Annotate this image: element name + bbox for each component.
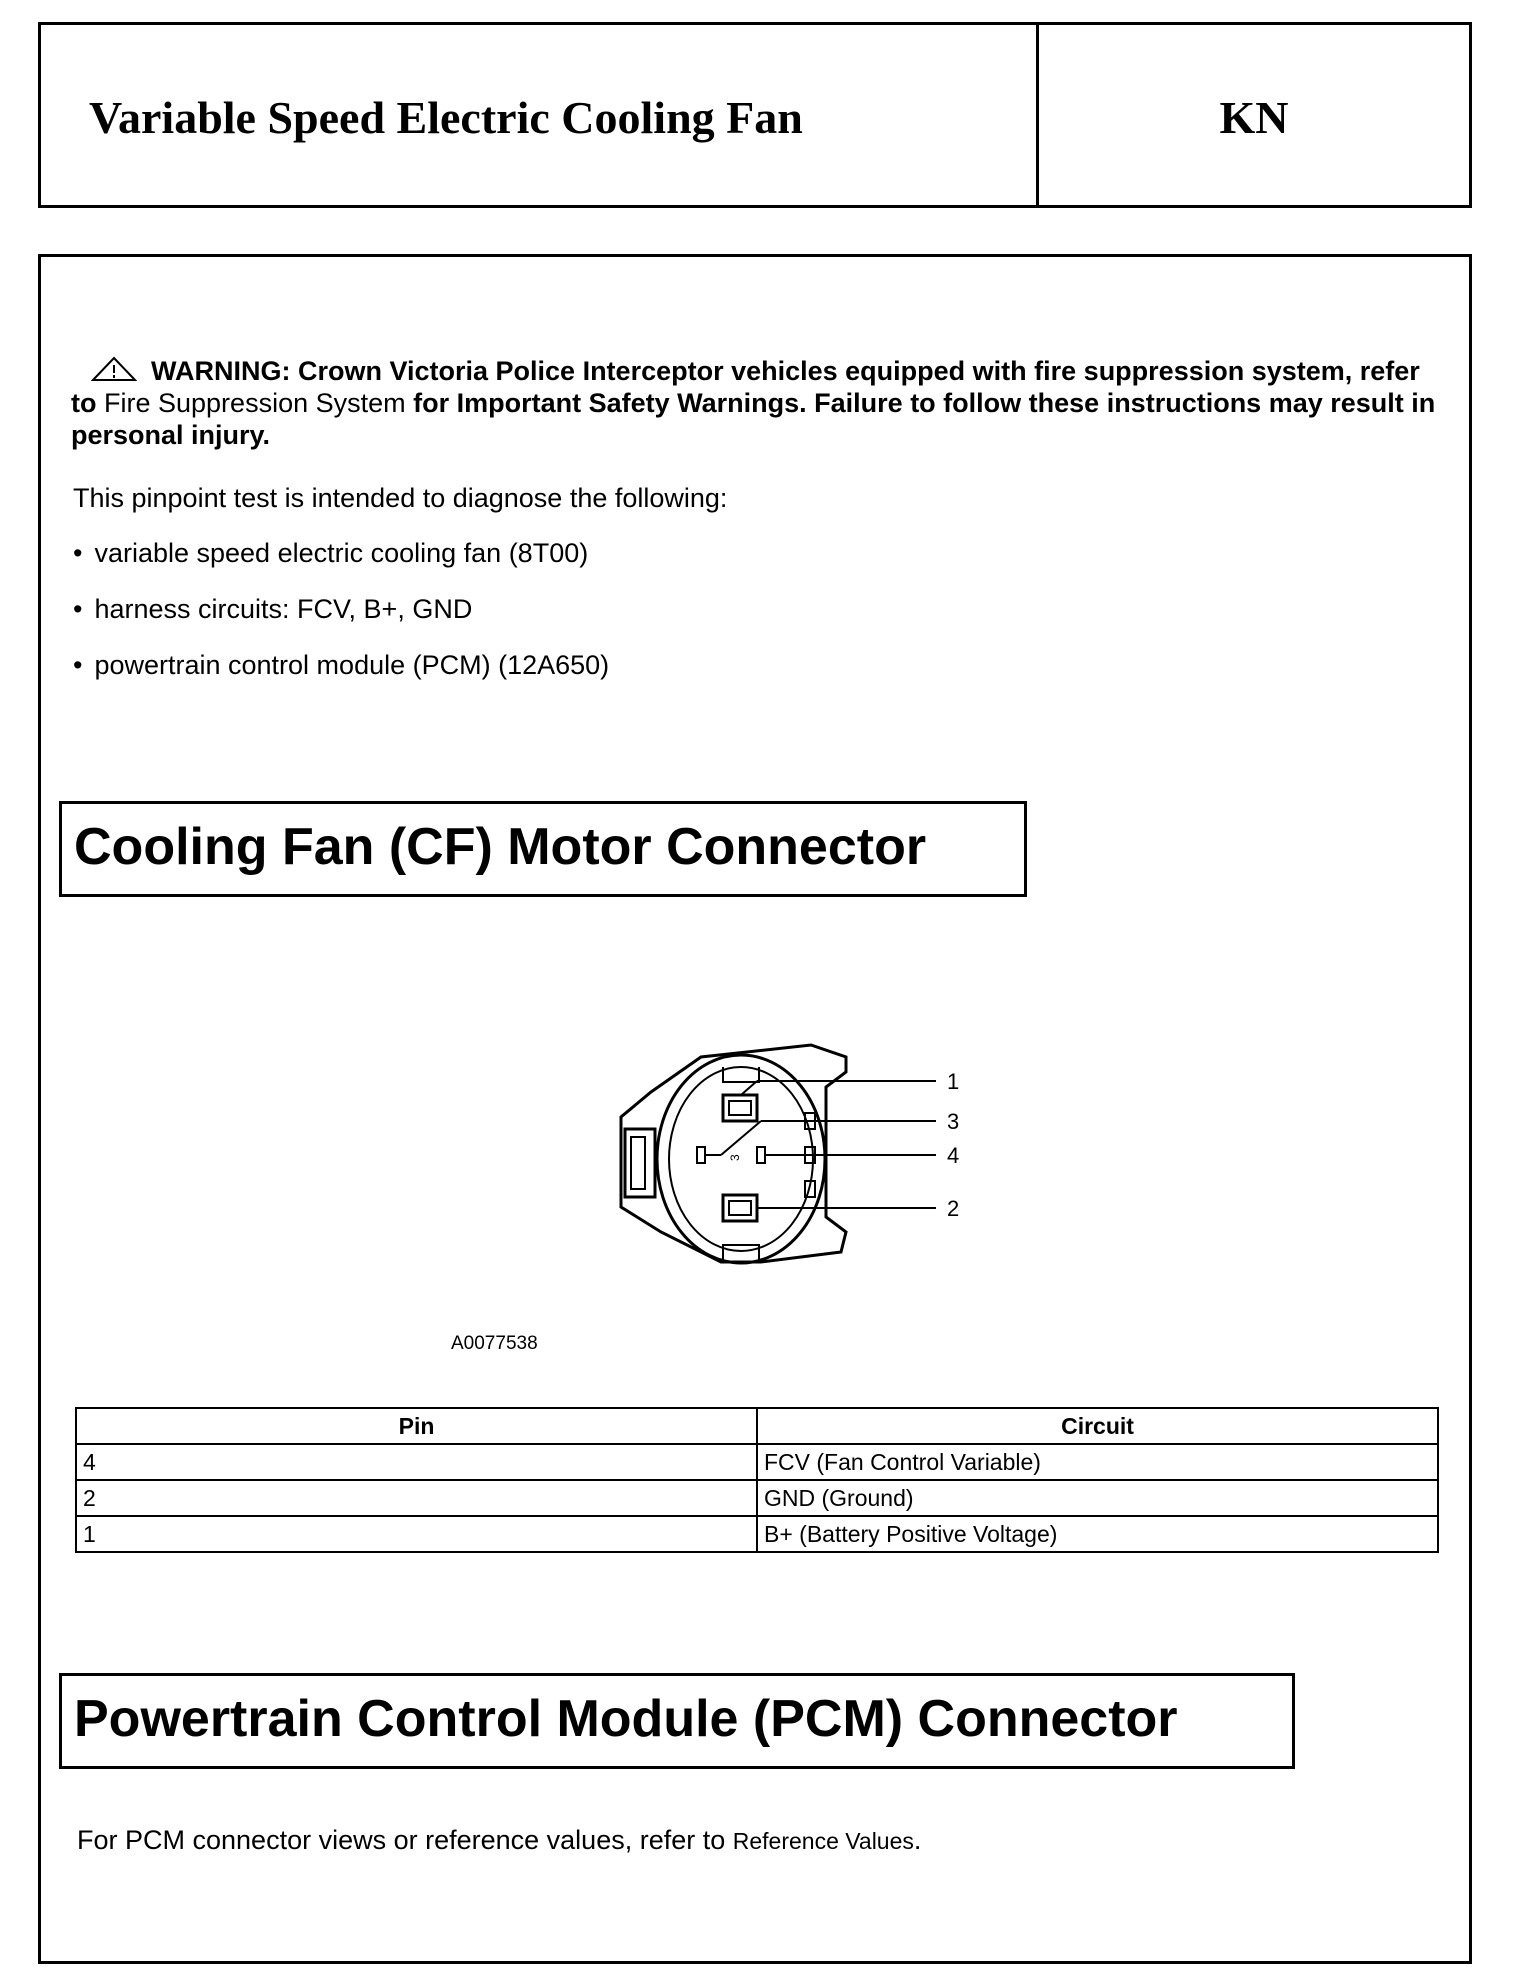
diagnosis-list: [73, 537, 609, 705]
figure-id: A0077538: [451, 1333, 538, 1354]
pin-3: [697, 1147, 705, 1163]
warning-triangle-icon: [91, 356, 137, 382]
pin-cell: 1: [76, 1516, 757, 1552]
callout-pin-4: 4: [947, 1143, 960, 1168]
warning-text-start: WARNING: Crown Victoria Police Interceptor vehicles equipped with fire suppression system, refer to: [71, 356, 1420, 418]
table-row: [76, 1516, 1438, 1552]
svg-text:3: 3: [728, 1154, 742, 1161]
warning-text-end: for Important Safety Warnings. Failure to follow these instructions may result in personal injury.: [71, 388, 1436, 450]
callout-pin-3: 3: [947, 1109, 960, 1134]
callout-pin-1: 1: [947, 1069, 960, 1094]
list-item: • variable speed electric cooling fan (8T00): [73, 537, 609, 593]
table-row: [76, 1444, 1438, 1480]
table-row: [76, 1480, 1438, 1516]
list-item: • harness circuits: FCV, B+, GND: [73, 593, 609, 649]
pcm-connector-heading: Powertrain Control Module (PCM) Connector: [59, 1673, 1295, 1769]
pin-cell: 2: [76, 1480, 757, 1516]
fire-suppression-link[interactable]: Fire Suppression System: [104, 388, 406, 418]
pcm-text-end: .: [913, 1825, 922, 1855]
circuit-cell: B+ (Battery Positive Voltage): [757, 1516, 1438, 1552]
reference-values-link[interactable]: Reference Values: [732, 1828, 914, 1854]
page-title: Variable Speed Electric Cooling Fan: [41, 25, 1039, 205]
circuit-cell: FCV (Fan Control Variable): [757, 1444, 1438, 1480]
cf-connector-diagram: [611, 1027, 1011, 1267]
pin-4: [757, 1147, 765, 1163]
intro-text: This pinpoint test is intended to diagnose the following:: [73, 483, 728, 513]
callout-pin-2: 2: [947, 1196, 960, 1221]
page-header: [38, 22, 1472, 208]
warning-notice: [71, 355, 1451, 451]
connector-latch: [625, 1129, 655, 1197]
circuit-cell: GND (Ground): [757, 1480, 1438, 1516]
table-header-row: [76, 1408, 1438, 1444]
column-header-circuit: Circuit: [757, 1408, 1438, 1444]
list-item: • powertrain control module (PCM) (12A650): [73, 649, 609, 705]
pin-circuit-table: [75, 1407, 1439, 1553]
pin-cell: 4: [76, 1444, 757, 1480]
content-panel: [38, 254, 1472, 1964]
column-header-pin: Pin: [76, 1408, 757, 1444]
pcm-text-body: For PCM connector views or reference values, refer to: [77, 1825, 733, 1855]
pcm-reference-text: [77, 1825, 921, 1856]
section-code: KN: [1219, 91, 1289, 143]
cf-connector-heading: Cooling Fan (CF) Motor Connector: [59, 801, 1027, 897]
